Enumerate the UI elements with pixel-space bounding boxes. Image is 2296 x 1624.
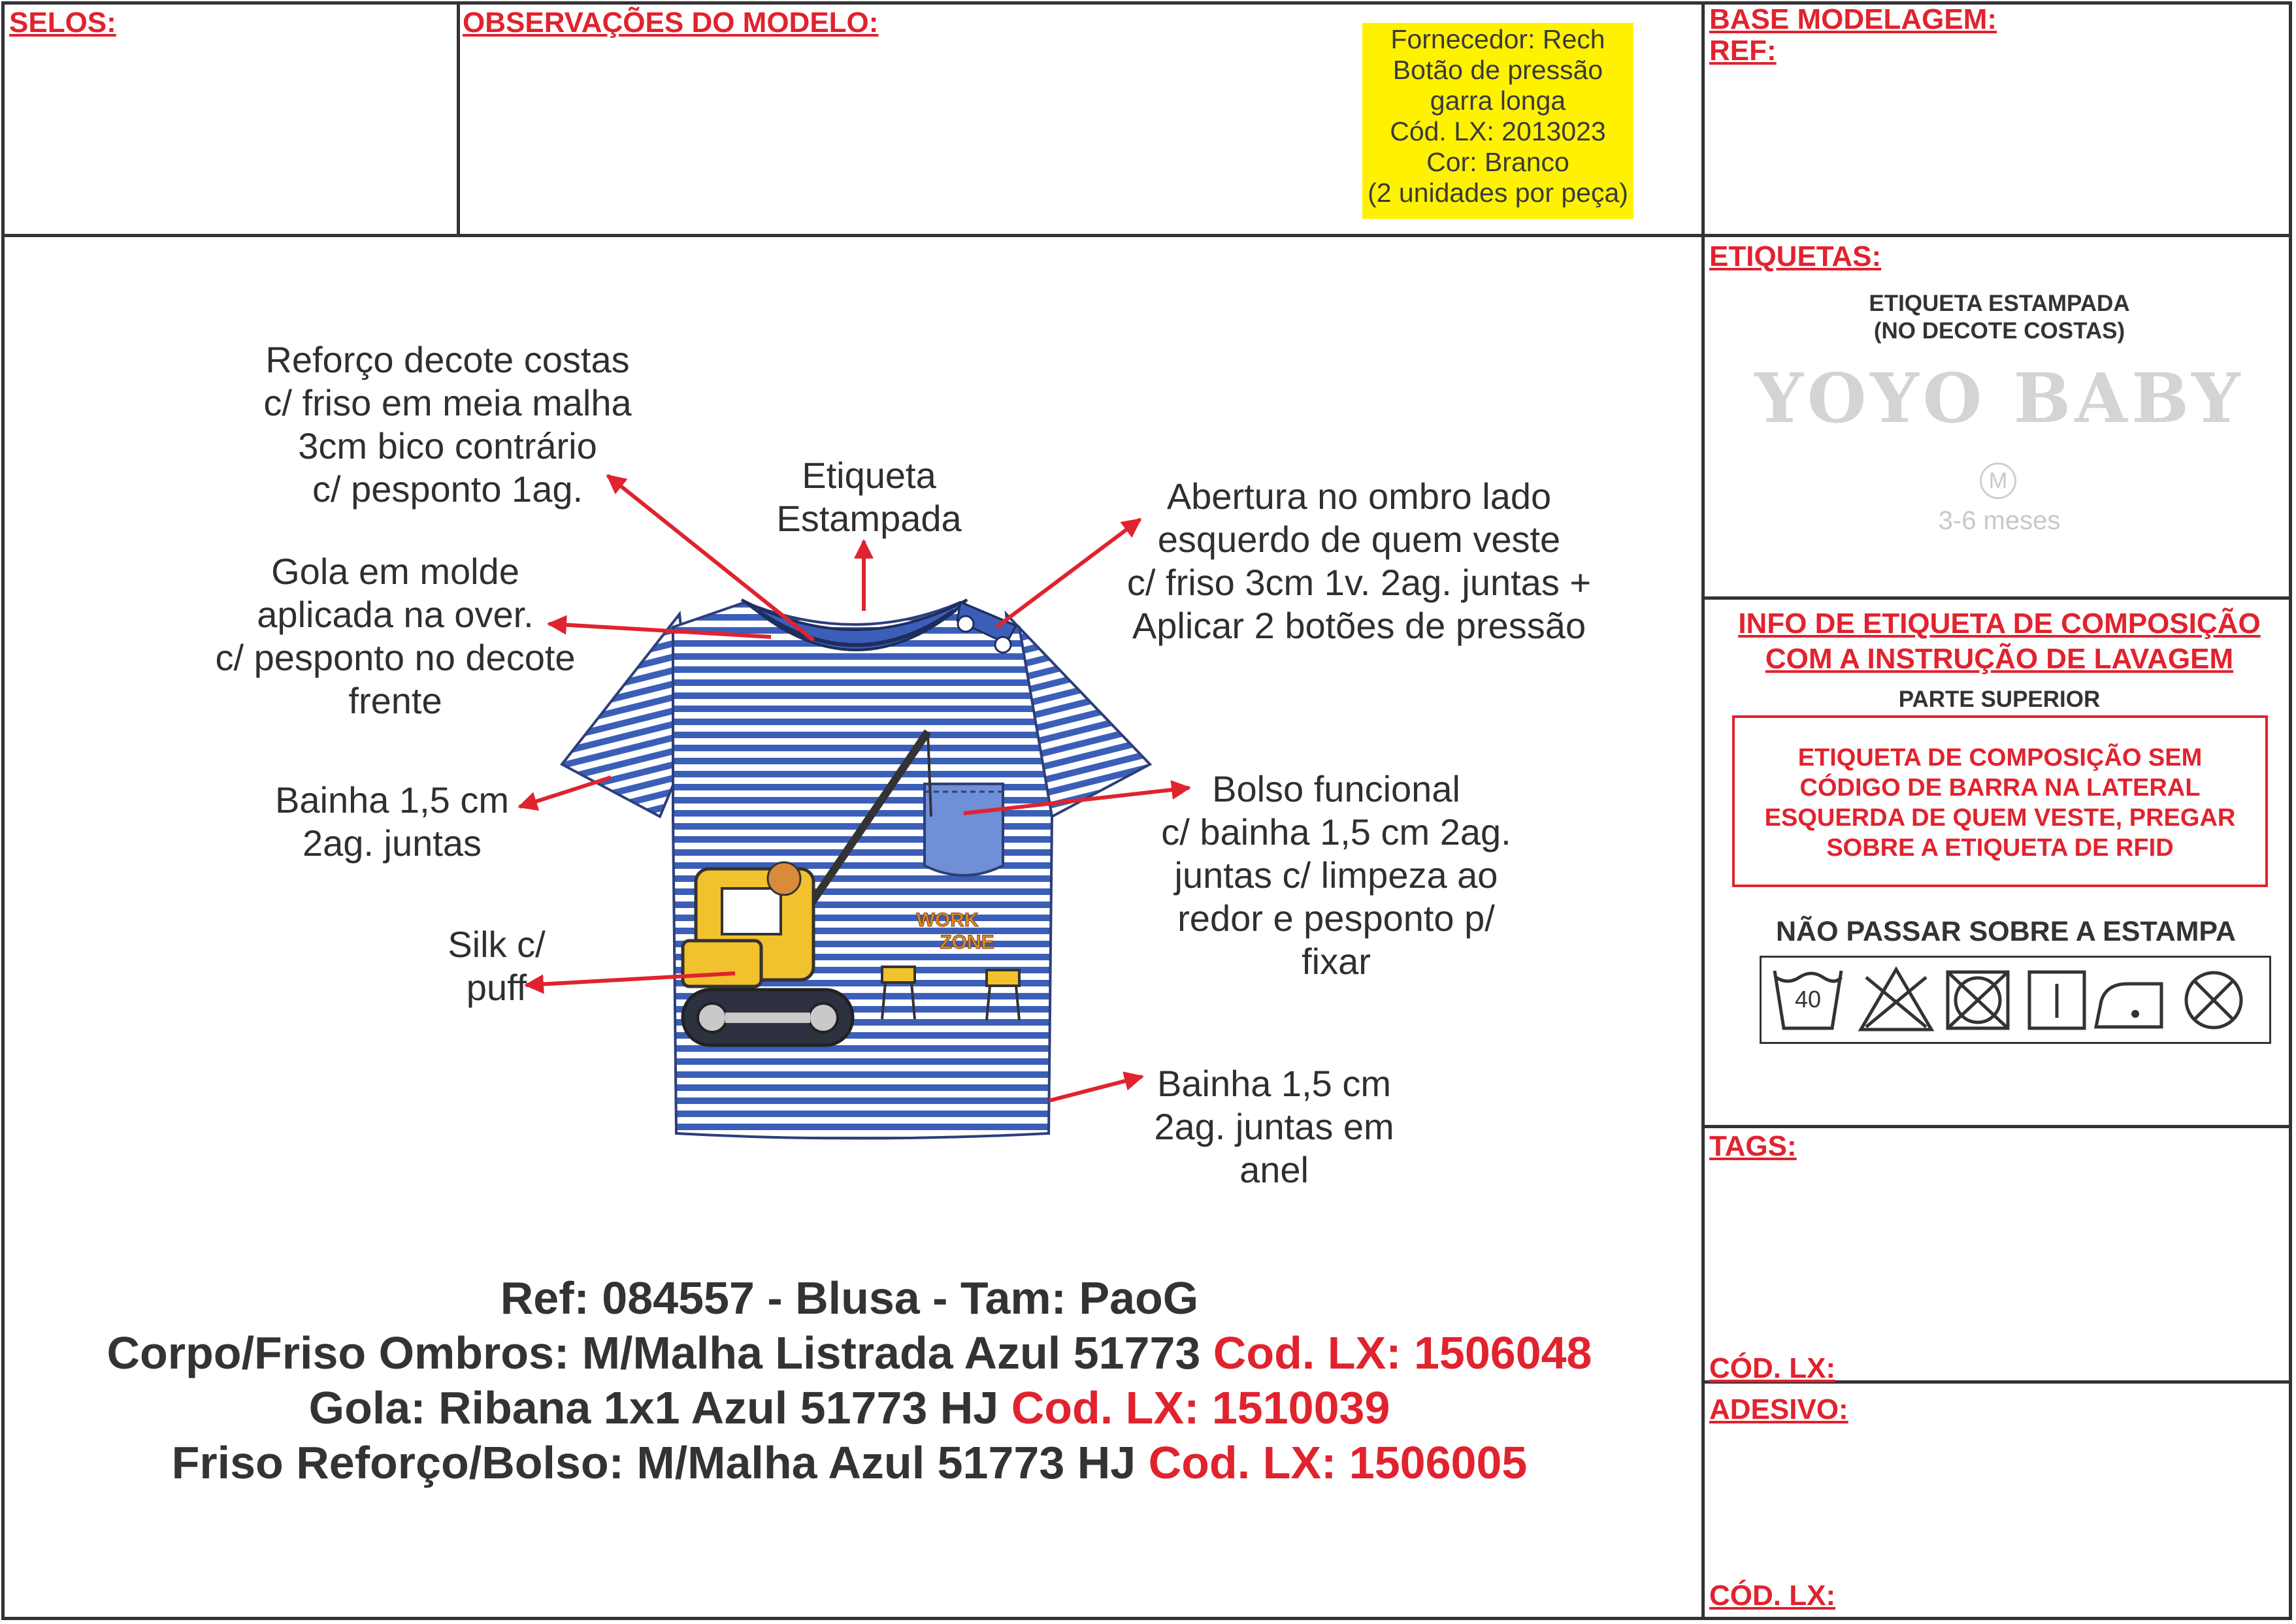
ref-line-4	[0, 1435, 1699, 1490]
callout-line: c/ friso em meia malha	[263, 382, 632, 423]
callout-line: puff	[466, 967, 527, 1008]
callout-abertura	[1072, 475, 1647, 647]
callout-line: Bainha 1,5 cm	[1157, 1063, 1391, 1104]
callout-line: Abertura no ombro lado	[1166, 476, 1552, 517]
callout-line: Bolso funcional	[1212, 768, 1460, 809]
nao-passar-label: NÃO PASSAR SOBRE A ESTAMPA	[1776, 916, 2236, 947]
wash-temp: 40	[1794, 986, 1822, 1013]
ref-material: Friso Reforço/Bolso: M/Malha Azul 51773 HJ	[171, 1437, 1149, 1488]
ref-line-2	[0, 1325, 1699, 1380]
callout-line: Etiqueta	[802, 455, 936, 496]
right-panel-divider	[1701, 1, 1705, 1620]
callout-line: c/ friso 3cm 1v. 2ag. juntas +	[1126, 562, 1592, 603]
callout-line: c/ pesponto no decote	[215, 637, 576, 678]
ref-line-3	[0, 1380, 1699, 1435]
callout-line: Gola em molde	[271, 551, 519, 592]
ref-code: Cod. LX: 1506048	[1213, 1327, 1592, 1378]
callout-line: anel	[1239, 1149, 1309, 1190]
callout-line: esquerdo de quem veste	[1157, 519, 1561, 560]
callout-line: aplicada na over.	[257, 594, 534, 635]
supplier-note-line: Cor: Branco	[1426, 147, 1569, 177]
tags-label: TAGS:	[1709, 1130, 1797, 1162]
callout-line: Silk c/	[448, 924, 546, 965]
line-dry-icon	[2029, 972, 2084, 1028]
callout-bolso	[1111, 768, 1562, 983]
callout-gola	[189, 550, 601, 723]
callout-silk	[418, 923, 575, 1009]
ref-material: Corpo/Friso Ombros: M/Malha Listrada Azul 51773	[107, 1327, 1213, 1378]
supplier-note-line: Fornecedor: Rech	[1390, 24, 1605, 54]
composicao-line: CÓDIGO DE BARRA NA LATERAL	[1799, 774, 2201, 802]
no-tumble-dry-icon	[1948, 972, 2008, 1028]
composicao-line: SOBRE A ETIQUETA DE RFID	[1826, 834, 2174, 862]
ref-code: Cod. LX: 1510039	[1011, 1382, 1390, 1433]
callout-line: c/ pesponto 1ag.	[312, 468, 583, 510]
callout-line: 2ag. juntas	[303, 822, 482, 864]
callout-line: Aplicar 2 botões de pressão	[1132, 605, 1586, 646]
no-bleach-icon	[1861, 969, 1931, 1030]
caption-line: (NO DECOTE COSTAS)	[1873, 318, 2125, 344]
selos-label: SELOS:	[9, 7, 116, 39]
composicao-line: ESQUERDA DE QUEM VESTE, PREGAR	[1764, 804, 2236, 832]
callout-reforco	[216, 338, 680, 511]
size-months: 3-6 meses	[1938, 506, 2061, 535]
chest-pocket	[925, 784, 1003, 875]
cod-lx-label: CÓD. LX:	[1709, 1580, 1836, 1612]
supplier-note-line: Botão de pressão	[1392, 55, 1603, 85]
cod-lx-label: CÓD. LX:	[1709, 1352, 1836, 1384]
no-dry-clean-icon	[2186, 973, 2241, 1028]
title-line: COM A INSTRUÇÃO DE LAVAGEM	[1765, 643, 2234, 675]
callout-bainha-manga	[248, 779, 536, 865]
callout-line: Reforço decote costas	[265, 339, 630, 380]
brand-logo: YOYO BABY	[1754, 358, 2244, 438]
etiquetas-label: ETIQUETAS:	[1709, 240, 1882, 272]
callout-etiqueta	[738, 454, 1000, 540]
care-symbols	[1760, 956, 2271, 1044]
ref-code: Cod. LX: 1506005	[1148, 1437, 1528, 1488]
title-line: INFO DE ETIQUETA DE COMPOSIÇÃO	[1738, 608, 2261, 640]
reference-block	[0, 1271, 1699, 1490]
supplier-note-line: garra longa	[1430, 86, 1566, 116]
callout-line: Bainha 1,5 cm	[275, 779, 509, 820]
caption-line: ETIQUETA ESTAMPADA	[1869, 291, 2130, 316]
callout-line: 3cm bico contrário	[298, 425, 597, 466]
size-badge: M	[1980, 463, 2016, 499]
callout-line: fixar	[1302, 941, 1371, 982]
etiquetas-divider	[1701, 596, 2292, 600]
ref-material: Gola: Ribana 1x1 Azul 51773 HJ	[308, 1382, 1011, 1433]
composicao-line: ETIQUETA DE COMPOSIÇÃO SEM	[1797, 744, 2203, 771]
ref-label: REF:	[1709, 35, 1777, 67]
callout-line: redor e pesponto p/	[1177, 898, 1495, 939]
callout-line: juntas c/ limpeza ao	[1174, 854, 1498, 896]
supplier-note-line: Cód. LX: 2013023	[1390, 116, 1606, 146]
callout-line: frente	[348, 680, 442, 721]
etiqueta-estampada-caption	[1705, 290, 2293, 345]
composicao-title	[1705, 606, 2293, 677]
work-zone-line2: ZONE	[940, 932, 994, 953]
callout-line: Estampada	[776, 498, 962, 539]
composicao-divider	[1701, 1125, 2292, 1128]
ref-line-1: Ref: 084557 - Blusa - Tam: PaoG	[500, 1273, 1199, 1324]
observacoes-label: OBSERVAÇÕES DO MODELO:	[463, 7, 879, 39]
supplier-note-line: (2 unidades por peça)	[1368, 178, 1628, 208]
callout-line: 2ag. juntas em	[1154, 1106, 1394, 1147]
work-zone-line1: WORK	[916, 909, 979, 931]
composicao-box	[1732, 715, 2268, 887]
parte-superior: PARTE SUPERIOR	[1898, 687, 2101, 712]
base-modelagem-label: BASE MODELAGEM:	[1709, 3, 1997, 35]
adesivo-label: ADESIVO:	[1709, 1393, 1848, 1425]
iron-low-icon	[2096, 984, 2161, 1027]
callout-line: c/ bainha 1,5 cm 2ag.	[1161, 811, 1511, 853]
care-symbols-svg	[1762, 958, 2269, 1042]
callout-bainha-barra	[1124, 1062, 1424, 1192]
